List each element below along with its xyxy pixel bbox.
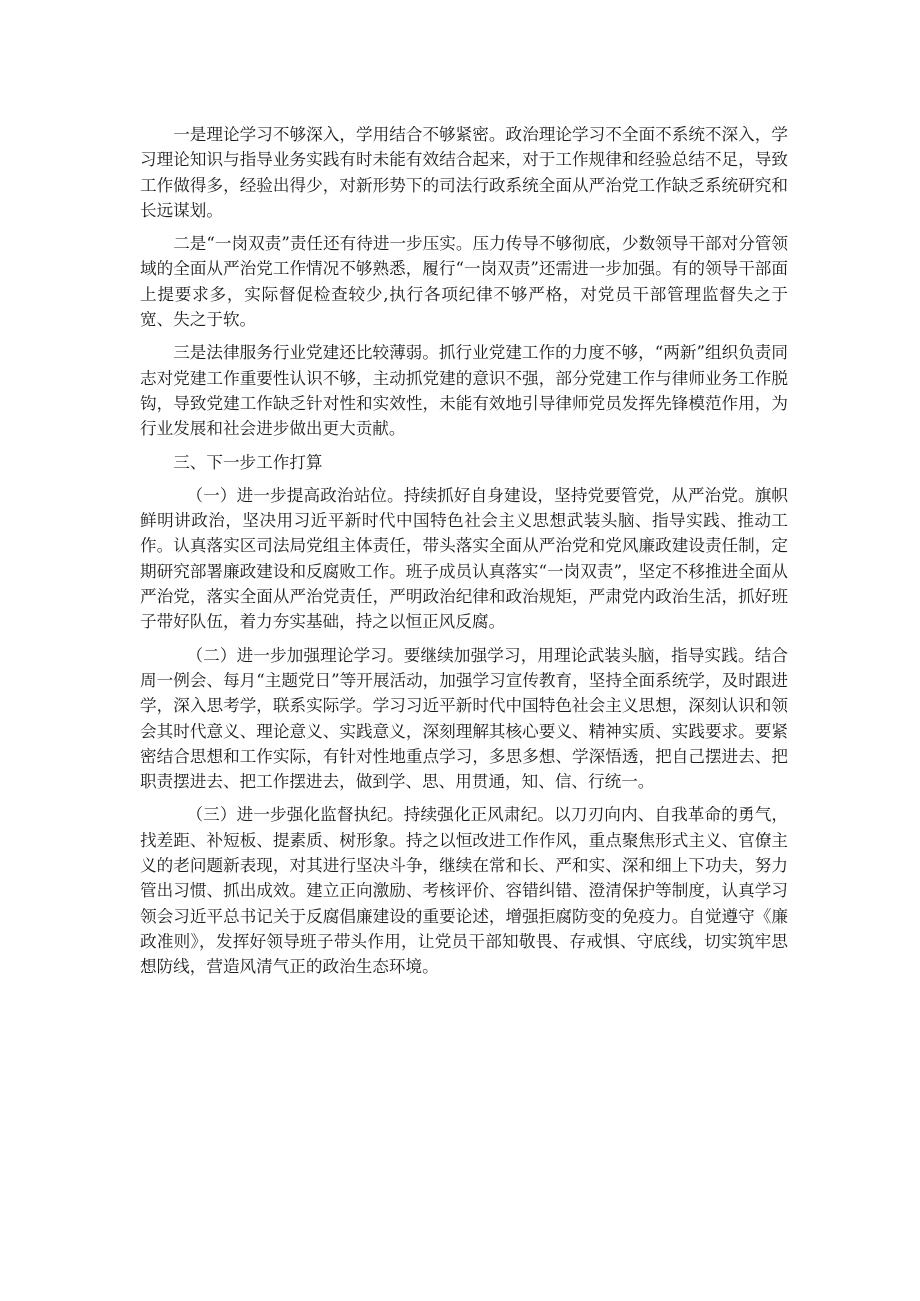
paragraph-political-stance: （一）进一步提高政治站位。持续抓好自身建设，坚持党要管党，从严治党。旗帜鲜明讲政治，坚决用习近平新时代中国特色社会主义思想武装头脑、指导实践、推动工作。认真落实区司法局党组主体责任，带头落实全面从严治党和党风廉政建设责任制，定期研究部署廉政建设和反腐败工作。班子成员认真落实“一岗双责”，坚定不移推进全面从严治党，落实全面从严治党责任，严明政治纪律和政治规矩，严肃党内政治生活，抓好班子带好队伍，着力夯实基础，持之以恒正风反腐。 <box>140 485 788 632</box>
paragraph-legal-services: 三是法律服务行业党建还比较薄弱。抓行业党建工作的力度不够，“两新”组织负责同志对党建工作重要性认识不够，主动抓党建的意识不强，部分党建工作与律师业务工作脱钩，导致党建工作缺乏针对性和实效性，未能有效地引导律师党员发挥先锋模范作用，为行业发展和社会进步做出更大贡献。 <box>140 343 788 439</box>
paragraph-supervision: （三）进一步强化监督执纪。持续强化正风肃纪。以刀刃向内、自我革命的勇气，找差距、补短板、提素质、树形象。持之以恒改进工作作风，重点聚焦形式主义、官僚主义的老问题新表现，对其进行坚决斗争，继续在常和长、严和实、深和细上下功夫，努力管出习惯、抓出成效。建立正向激励、考核评价、容错纠错、澄清保护等制度，认真学习领会习近平总书记关于反腐倡廉建设的重要论述，增强拒腐防变的免疫力。自觉遵守《廉政准则》，发挥好领导班子带头作用，让党员干部知敬畏、存戒惧、守底线，切实筑牢思想防线，营造风清气正的政治生态环境。 <box>140 805 788 977</box>
paragraph-responsibility: 二是“一岗双责”责任还有待进一步压实。压力传导不够彻底，少数领导干部对分管领域的全面从严治党工作情况不够熟悉，履行“一岗双责”还需进一步加强。有的领导干部面上提要求多，实际督促检查较少,执行各项纪律不够严格，对党员干部管理监督失之于宽、失之于软。 <box>140 234 788 330</box>
paragraph-theory-learning: （二）进一步加强理论学习。要继续加强学习，用理论武装头脑，指导实践。结合周一例会、每月“主题党日”等开展活动，加强学习宣传教育，坚持全面系统学，及时跟进学，深入思考学，联系实际学。学习习近平新时代中国特色社会主义思想，深刻认识和领会其时代意义、理论意义、实践意义，深刻理解其核心要义、精神实质、实践要求。要紧密结合思想和工作实际，有针对性地重点学习，多思多想、学深悟透，把自己摆进去、把职责摆进去、把工作摆进去，做到学、思、用贯通，知、信、行统一。 <box>140 645 788 792</box>
section-heading: 三、下一步工作打算 <box>173 452 323 472</box>
paragraph-theory-study: 一是理论学习不够深入，学用结合不够紧密。政治理论学习不全面不系统不深入，学习理论知识与指导业务实践有时未能有效结合起来，对于工作规律和经验总结不足，导致工作做得多，经验出得少，对新形势下的司法行政系统全面从严治党工作缺乏系统研究和长远谋划。 <box>140 125 788 220</box>
document-body <box>140 122 788 988</box>
